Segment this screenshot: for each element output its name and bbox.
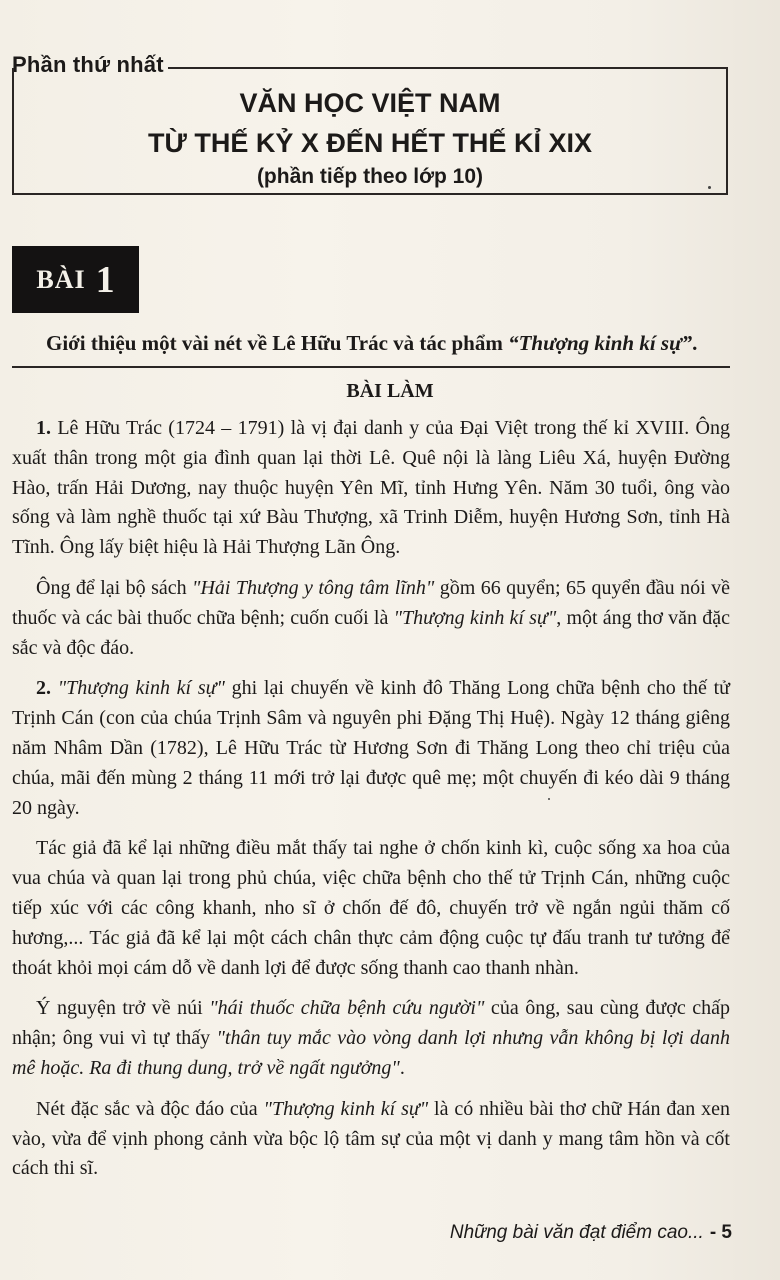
paragraph-text: Tác giả đã kể lại những điều mắt thấy tai nghe ở chốn kinh kì, cuộc sống xa hoa của vua chúa và quan lại trong phủ chúa, việc chữa bệnh cho thế tử Trịnh Cán, những cuộc tiếp xúc với các công khanh, nho sĩ ở chốn đế đô, chuyến trở về ngắn ngủi thăm cố hương,... Tác giả đã kể lại một cách chân thực cảm động cuộc tự đấu tranh tư tưởng để thoát khỏi mọi cám dỗ về danh lợi để được sống thanh cao thanh nhàn. <box>12 837 730 979</box>
prompt-work-title: “Thượng kinh kí sự” <box>508 331 693 355</box>
paragraph-number: 2. <box>36 677 51 700</box>
paragraph-text: của ông, sau cùng được chấp nhận; ông vui vì tự thấy <box>12 997 731 1050</box>
book-title-italic: "Hải Thượng y tông tâm lĩnh" <box>192 576 435 599</box>
book-title-italic: "Thượng kinh kí sự" <box>57 677 225 700</box>
page-footer <box>450 1222 732 1244</box>
answer-body <box>12 414 730 1195</box>
paragraph-text: Ông để lại bộ sách <box>36 576 193 599</box>
print-speck <box>548 798 550 800</box>
quote-italic: "hái thuốc chữa bệnh cứu người" <box>209 997 485 1020</box>
paragraph-1 <box>12 414 730 563</box>
lesson-word: BÀI <box>36 264 86 294</box>
book-title-italic: "Thượng kinh kí sự" <box>393 606 557 629</box>
lesson-number: 1 <box>95 258 115 301</box>
paragraph-6 <box>12 1095 730 1184</box>
paragraph-text: gồm 66 quyển; 65 quyển đầu nói về thuốc và các bài thuốc chữa bệnh; cuốn cuối là <box>12 576 730 629</box>
paragraph-text: , một áng thơ văn đặc sắc và độc đáo. <box>12 606 730 659</box>
section-label: Phần thứ nhất <box>12 52 164 77</box>
prompt-prefix: Giới thiệu một vài nét về Lê Hữu Trác và tác phẩm <box>46 331 509 355</box>
paragraph-4 <box>12 834 730 983</box>
prompt-divider <box>12 366 730 368</box>
lesson-prompt <box>46 331 726 356</box>
paragraph-number: 1. <box>36 417 51 439</box>
section-title-box <box>12 68 728 195</box>
prompt-suffix: . <box>692 331 698 355</box>
section-title-line2: TỪ THẾ KỶ X ĐẾN HẾT THẾ KỈ XIX <box>148 128 592 158</box>
print-speck <box>708 186 711 189</box>
section-subtitle: (phần tiếp theo lớp 10) <box>256 165 484 188</box>
paragraph-text: . <box>399 1056 405 1079</box>
paragraph-3 <box>12 674 730 823</box>
paragraph-text: là có nhiều bài thơ chữ Hán đan xen vào, vừa để vịnh phong cảnh vừa bộc lộ tâm sự của một vị danh y mang tâm hồn và cốt cách thi sĩ. <box>12 1097 730 1180</box>
paragraph-text: Ý nguyện trở về núi <box>36 997 210 1020</box>
answer-heading: BÀI LÀM <box>346 380 434 402</box>
quote-italic: "thân tuy mắc vào vòng danh lợi nhưng vẫn không bị lợi danh mê hoặc. Ra đi thung dung, trở về ngất ngưởng" <box>12 1027 730 1079</box>
paragraph-text: Lê Hữu Trác (1724 – 1791) là vị đại danh y của Đại Việt trong thế kỉ XVIII. Ông xuất thân trong một gia đình quan lại thời Lê. Quê nội là làng Liêu Xá, huyện Đường Hào, trấn Hải Dương, nay thuộc huyện Yên Mĩ, tỉnh Hưng Yên. Năm 30 tuổi, ông vào sống và làm nghề thuốc tại xứ Bàu Thượng, xã Trinh Diễm, huyện Hương Sơn, tỉnh Hà Tĩnh. Ông lấy biệt hiệu là Hải Thượng Lãn Ông. <box>12 417 730 559</box>
paragraph-5 <box>12 994 730 1083</box>
section-title-line1: VĂN HỌC VIỆT NAM <box>239 88 501 118</box>
footer-book-title: Những bài văn đạt điểm cao... <box>449 1222 704 1243</box>
paragraph-2 <box>12 574 730 663</box>
book-title-italic: "Thượng kinh kí sự" <box>263 1097 429 1120</box>
paragraph-text: ghi lại chuyến về kinh đô Thăng Long chữa bệnh cho thế tử Trịnh Cán (con của chúa Trịnh Sâm và nguyên phi Đặng Thị Huệ). Ngày 12 tháng giêng năm Nhâm Dần (1782), Lê Hữu Trác từ Hương Sơn đi Thăng Long theo chỉ triệu của chúa, mãi đến mùng 2 tháng 11 mới trở lại được quê mẹ; một chuyến đi kéo dài 9 tháng 20 ngày. <box>12 677 731 819</box>
page-number: - 5 <box>709 1222 732 1243</box>
lesson-badge <box>12 246 139 313</box>
paragraph-text: Nét đặc sắc và độc đáo của <box>36 1097 264 1120</box>
